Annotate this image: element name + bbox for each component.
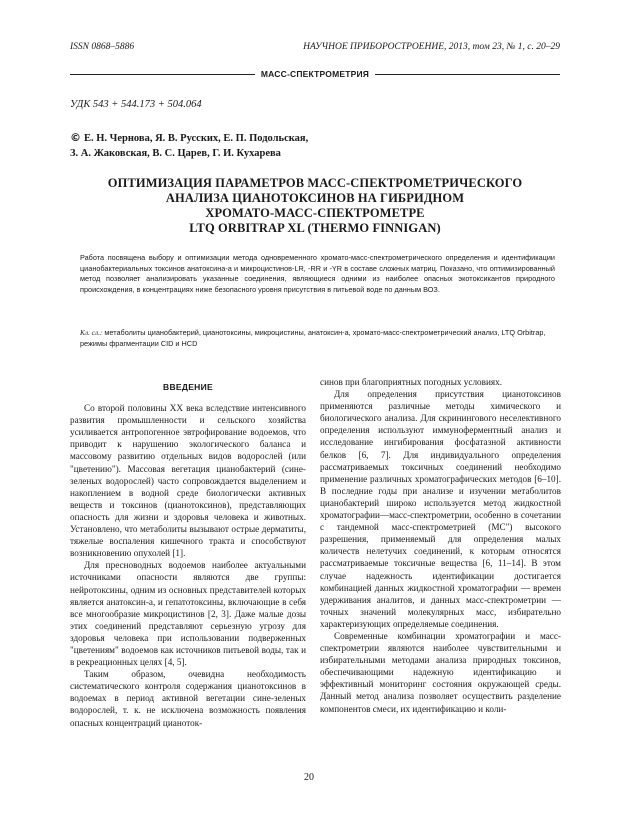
section-label: МАСС-СПЕКТРОМЕТРИЯ bbox=[260, 69, 370, 79]
running-header bbox=[70, 42, 560, 52]
title-line-3: ХРОМАТО-МАСС-СПЕКТРОМЕТРЕ bbox=[205, 206, 425, 220]
journal-citation: НАУЧНОЕ ПРИБОРОСТРОЕНИЕ, 2013, том 23, № 1, c. 20–29 bbox=[303, 42, 560, 52]
title-line-4: LTQ ORBITRAP XL (THERMO FINNIGAN) bbox=[189, 221, 441, 235]
authors bbox=[70, 130, 560, 161]
paper-title bbox=[70, 176, 560, 236]
keywords-text: метаболиты цианобактерий, цианотоксины, микроцистины, анатоксин-а, хромато-масс-спектрометрический анализ, LTQ Orbitrap, режимы фрагментации CID и HCD bbox=[80, 328, 546, 348]
keywords-label: Кл. сл.: bbox=[80, 328, 103, 337]
left-paragraph-1: Со второй половины XX века вследствие интенсивного развития промышленности и сельского хозяйства усиливается антропогенное эвтрофирование водоемов, что приводит к нарушению экологического баланса и массовому развитию отдельных видов водорослей (или "цветению"). Массовая вегетация цианобактерий (сине-зеленых водорослей) часто сопровождается выделением и накоплением в водной среде биологически активных веществ и токсинов (цианотоксинов), представляющих опасность для жизни и здоровья человека и животных. Установлено, что метаболиты вызывают острые дерматиты, тяжелые воспаления кишечного тракта и способствуют возникновению опухолей [1]. bbox=[70, 403, 306, 559]
left-paragraph-2: Для пресноводных водоемов наиболее актуальными источниками опасности являются две группы: нейротоксины, одним из основных представителей которых является анатоксин-а, и гепатотоксины, включающие в себя все многообразие микроцистинов [2, 3]. Даже малые дозы этих соединений представляют серьезную угрозу для здоровья человека при использовании подверженных "цветениям" водоемов как источников питьевой воды, так и в рекреационных целях [4, 5]. bbox=[70, 560, 306, 668]
keywords bbox=[80, 328, 555, 349]
intro-heading: ВВЕДЕНИЕ bbox=[163, 382, 213, 392]
abstract: Работа посвящена выбору и оптимизации метода одновременного хромато-масс-спектрометрического определения и идентификации цианобактериальных токсинов анатоксина-а и микроцистинов-LR, -RR и -YR в составе сложных матриц. Показано, что оптимизированный метод позволяет анализировать указанные соединения, являющиеся одними из наиболее опасных экотоксикантов природного происхождения, в концентрациях ниже безопасного уровня присутствия в питьевой воде по данным ВОЗ. bbox=[80, 253, 555, 294]
rule-right bbox=[375, 74, 560, 75]
authors-line-1 bbox=[70, 130, 560, 146]
authors-line-1-text: Е. Н. Чернова, Я. В. Русских, Е. П. Подольская, bbox=[84, 133, 309, 144]
udk-code: УДК 543 + 544.173 + 504.064 bbox=[70, 99, 202, 110]
issn: ISSN 0868–5886 bbox=[70, 42, 135, 52]
page-number: 20 bbox=[304, 772, 314, 783]
right-column bbox=[320, 376, 561, 715]
rule-left bbox=[70, 74, 255, 75]
right-paragraph-1: синов при благоприятных погодных условиях. bbox=[320, 377, 503, 387]
copyright-icon: © bbox=[70, 131, 81, 144]
authors-line-2: З. А. Жаковская, В. С. Царев, Г. И. Кухарева bbox=[70, 148, 281, 159]
right-paragraph-3: Современные комбинации хроматографии и масс-спектрометрии являются наиболее чувствительными и избирательными методами анализа природных токсинов, обеспечивающими надежную идентификацию и эффективный мониторинг состояния окружающей среды. Данный метод анализа позволяет осуществить разделение компонентов смеси, их идентификацию и коли- bbox=[320, 630, 561, 714]
left-column bbox=[70, 377, 306, 729]
section-rule bbox=[70, 68, 560, 80]
right-paragraph-2: Для определения присутствия цианотоксинов применяются различные методы химического и биологического анализа. Для скринингового неселективного определения используют иммуноферментный анализ и исследование ингибирования фосфатазной активности белков [6, 7]. Для индивидуального определения рассматриваемых токсичных соединений необходимо применение различных хроматографических методов [6–10]. В последние годы при анализе и изучении метаболитов цианобактерий широко используется метод жидкостной хроматографии—масс-спектрометрии, особенно в сочетании с тандемной масс-спектрометрией (МС") высокого разрешения, применяемый для определения малых количеств нелетучих соединений, к которым относятся рассматриваемые токсичные вещества [6, 11–14]. В этом случае надежность идентификации достигается комбинацией данных жидкостной хроматографии — времен удерживания аналитов, и данных масс-спектрометрии — точных значений молекулярных масс, избирательно характеризующих определяемые соединения. bbox=[320, 389, 561, 629]
title-line-2: АНАЛИЗА ЦИАНОТОКСИНОВ НА ГИБРИДНОМ bbox=[165, 191, 465, 205]
left-paragraph-3: Таким образом, очевидна необходимость систематического контроля содержания цианотоксинов в водоемах в период активной вегетации сине-зеленых водорослей, т. к. не исключена возможность появления опасных концентраций цианоток- bbox=[70, 669, 306, 728]
title-line-1: ОПТИМИЗАЦИЯ ПАРАМЕТРОВ МАСС-СПЕКТРОМЕТРИЧЕСКОГО bbox=[107, 176, 523, 190]
